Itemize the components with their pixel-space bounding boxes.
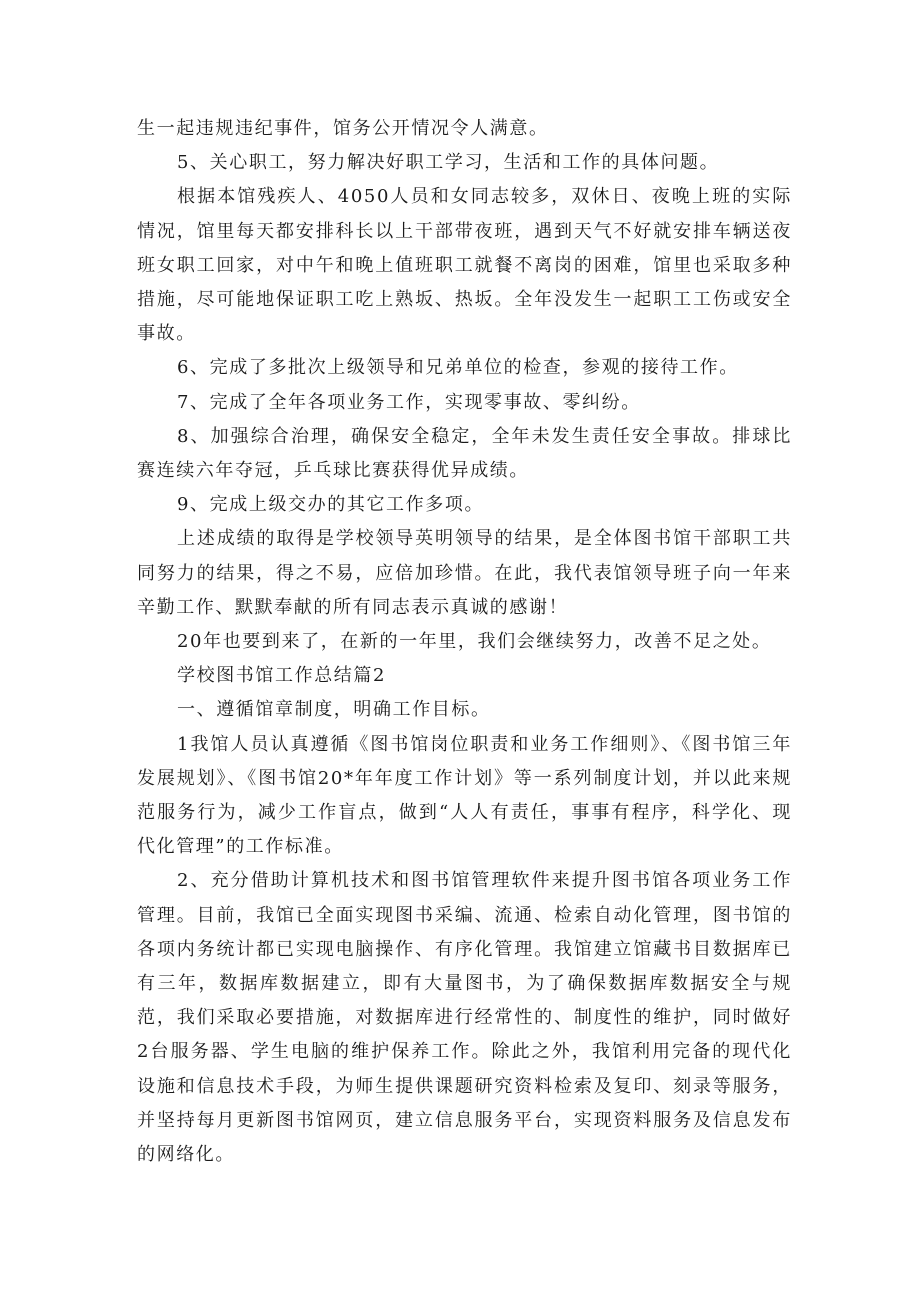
paragraph: 根据本馆残疾人、4050人员和女同志较多，双休日、夜晚上班的实际情况，馆里每天都安排科长以上干部带夜班，遇到天气不好就安排车辆送夜班女职工回家，对中午和晚上值班职工就餐不离岗的困难，馆里也采取多种措施，尽可能地保证职工吃上熟坂、热坂。全年没发生一起职工工伤或安全事故。: [137, 186, 792, 345]
paragraph: 7、完成了全年各项业务工作，实现零事故、零纠纷。: [177, 391, 641, 413]
paragraph: 生一起违规违纪事件，馆务公开情况令人满意。: [137, 118, 549, 139]
paragraph: 上述成绩的取得是学校领导英明领导的结果，是全体图书馆干部职工共同努力的结果，得之不易，应倍加珍惜。在此，我代表馆领导班子向一年来辛勤工作、默默奉献的所有同志表示真诚的感谢！: [137, 528, 792, 618]
section-heading: 学校图书馆工作总结篇2: [177, 665, 387, 687]
paragraph: 8、加强综合治理，确保安全稳定，全年未发生责任安全事故。排球比赛连续六年夺冠，乒乓球比赛获得优异成绩。: [137, 425, 792, 482]
document-body: [137, 112, 792, 1172]
paragraph: 5、关心职工，努力解决好职工学习，生活和工作的具体问题。: [177, 152, 720, 174]
paragraph: 6、完成了多批次上级领导和兄弟单位的检查，参观的接待工作。: [177, 357, 739, 379]
subsection-heading: 一、遵循馆章制度，明确工作目标。: [177, 699, 491, 721]
paragraph: 1我馆人员认真遵循《图书馆岗位职责和业务工作细则》、《图书馆三年发展规划》、《图书馆20*年年度工作计划》等一系列制度计划，并以此来规范服务行为，减少工作盲点，做到“人人有责任，事事有程序，科学化、现代化管理”的工作标准。: [137, 733, 792, 858]
paragraph: 20年也要到来了，在新的一年里，我们会继续努力，改善不足之处。: [177, 631, 772, 653]
paragraph: 9、完成上级交办的其它工作多项。: [177, 494, 485, 516]
paragraph: 2、充分借助计算机技术和图书馆管理软件来提升图书馆各项业务工作管理。目前，我馆已全面实现图书采编、流通、检索自动化管理，图书馆的各项内务统计都已实现电脑操作、有序化管理。我馆建立馆藏书目数据库已有三年，数据库数据建立，即有大量图书，为了确保数据库数据安全与规范，我们采取必要措施，对数据库进行经常性的、制度性的维护，同时做好2台服务器、学生电脑的维护保养工作。除此之外，我馆利用完备的现代化设施和信息技术手段，为师生提供课题研究资料检索及复印、刻录等服务，并坚持每月更新图书馆网页，建立信息服务平台，实现资料服务及信息发布的网络化。: [137, 870, 792, 1166]
